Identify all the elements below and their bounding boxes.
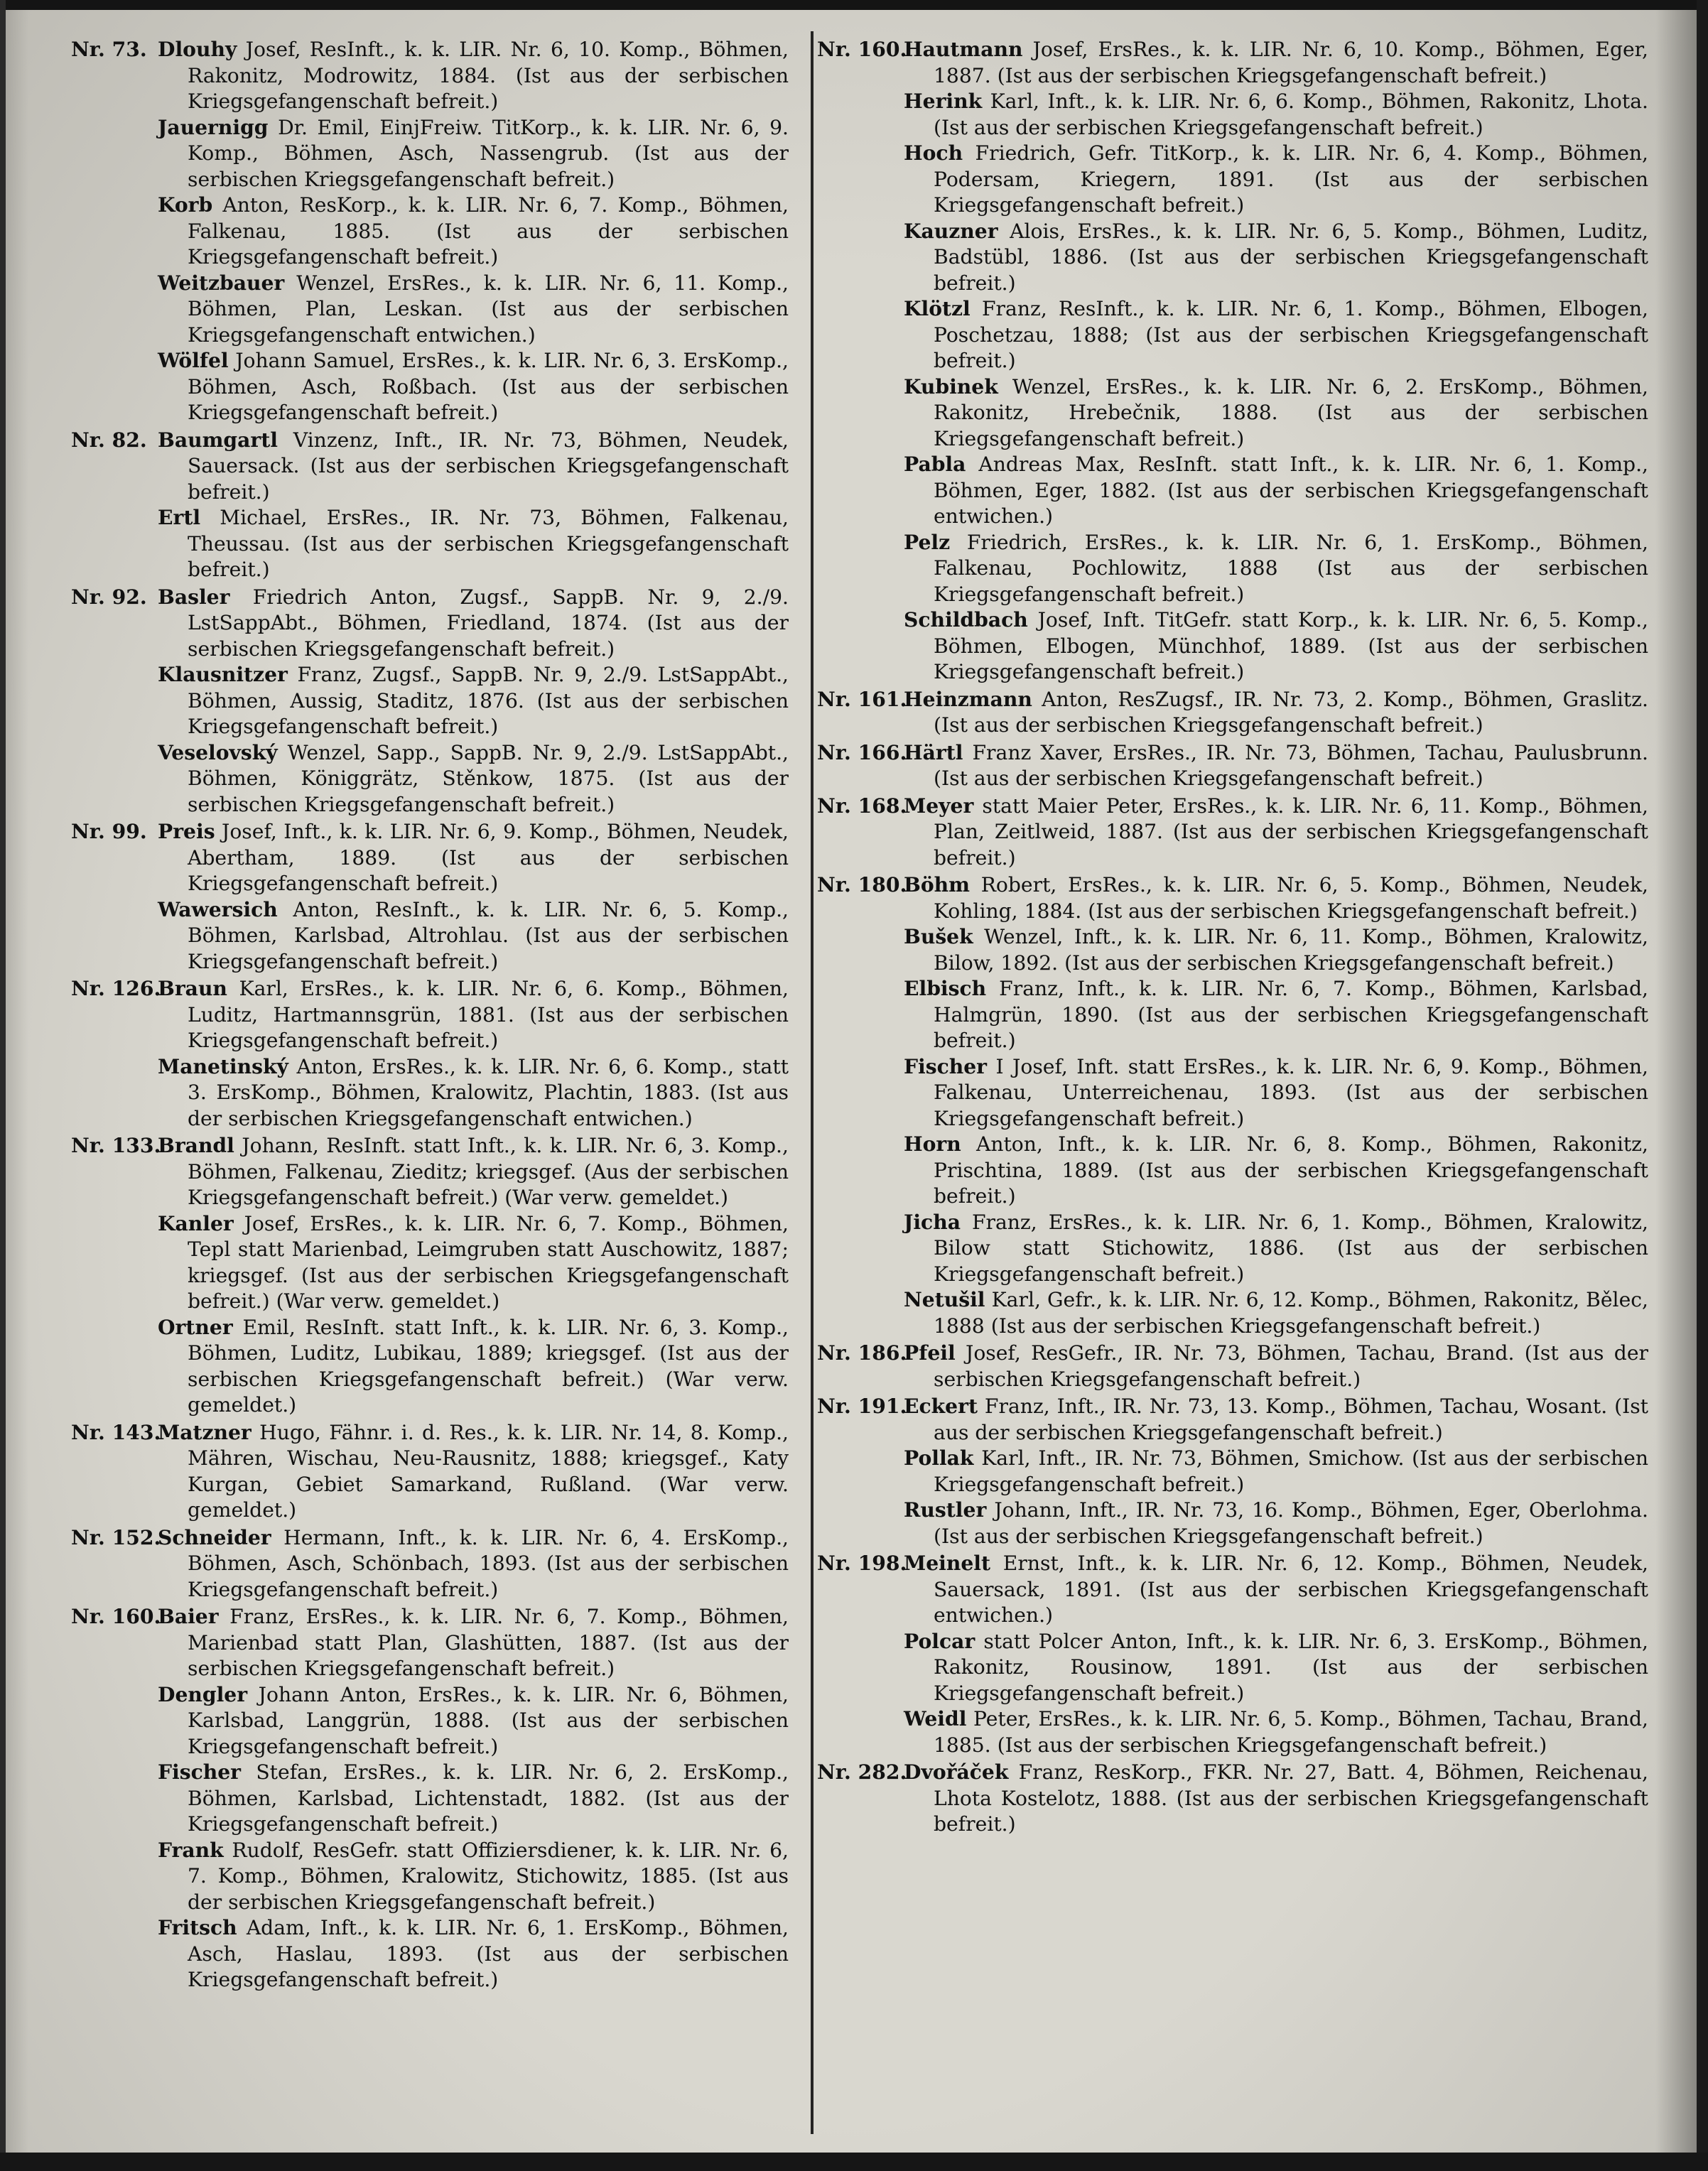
person-record [158, 1525, 789, 1603]
person-record [904, 1706, 1648, 1758]
person-record [158, 740, 789, 818]
casualty-entry [71, 585, 789, 818]
person-record [158, 348, 789, 426]
person-surname: Frank [158, 1838, 224, 1862]
casualty-entry [71, 819, 789, 975]
entry-number: Nr. 161. [817, 687, 907, 711]
casualty-entry [817, 794, 1648, 872]
person-surname: Klötzl [904, 297, 971, 320]
entry-number: Nr. 99. [71, 820, 147, 843]
person-details: Franz, Inft., k. k. LIR. Nr. 6, 7. Komp., Böhmen, Karlsbad, Halmgrün, 1890. (Ist aus der serbischen Kriegsgefangenschaft befreit.) [934, 977, 1648, 1052]
casualty-entry [817, 687, 1648, 739]
person-surname: Netušil [904, 1288, 985, 1311]
person-details: Karl, ErsRes., k. k. LIR. Nr. 6, 6. Komp., Böhmen, Luditz, Hartmannsgrün, 1881. (Ist aus der serbischen Kriegsgefangenschaft befreit.) [188, 977, 789, 1052]
person-record [904, 976, 1648, 1054]
person-record [904, 530, 1648, 608]
person-record [904, 924, 1648, 976]
person-surname: Baumgartl [158, 428, 278, 452]
person-record [158, 1915, 789, 1993]
person-record [904, 1132, 1648, 1210]
person-record [904, 687, 1648, 739]
person-record [158, 193, 789, 271]
person-details: Peter, ErsRes., k. k. LIR. Nr. 6, 5. Komp., Böhmen, Tachau, Brand, 1885. (Ist aus der serbischen Kriegsgefangenschaft befreit.) [934, 1707, 1648, 1757]
person-surname: Matzner [158, 1420, 252, 1444]
entry-number: Nr. 186. [817, 1341, 907, 1365]
person-surname: Weidl [904, 1707, 967, 1731]
person-details: Josef, Inft. TitGefr. statt Korp., k. k. LIR. Nr. 6, 5. Komp., Böhmen, Elbogen, Münchhof, 1889. (Ist aus der serbischen Kriegsgefangenschaft befreit.) [934, 608, 1648, 683]
person-surname: Kanler [158, 1211, 234, 1235]
person-details: Dr. Emil, EinjFreiw. TitKorp., k. k. LIR. Nr. 6, 9. Komp., Böhmen, Asch, Nassengrub. (Ist aus der serbischen Kriegsgefangenschaft befreit.) [188, 115, 789, 191]
person-details: Hermann, Inft., k. k. LIR. Nr. 6, 4. ErsKomp., Böhmen, Asch, Schönbach, 1893. (Ist aus der serbischen Kriegsgefangenschaft befreit.) [188, 1525, 789, 1601]
person-details: Wenzel, ErsRes., k. k. LIR. Nr. 6, 2. ErsKomp., Böhmen, Rakonitz, Hrebečnik, 1888. (Ist aus der serbischen Kriegsgefangenschaft befreit.) [934, 374, 1648, 450]
person-record [158, 976, 789, 1054]
person-details: Wenzel, Sapp., SappB. Nr. 9, 2./9. LstSappAbt., Böhmen, Königgrätz, Stěnkow, 1875. (Ist aus der serbischen Kriegsgefangenschaft befreit.) [188, 740, 789, 816]
person-surname: Horn [904, 1132, 961, 1156]
entry-number: Nr. 160. [71, 1605, 161, 1628]
person-details: Franz Xaver, ErsRes., IR. Nr. 73, Böhmen, Tachau, Paulusbrunn. (Ist aus der serbischen Kriegsgefangenschaft befreit.) [934, 740, 1648, 790]
person-surname: Pfeil [904, 1341, 956, 1365]
person-details: Josef, ErsRes., k. k. LIR. Nr. 6, 10. Komp., Böhmen, Eger, 1887. (Ist aus der serbischen Kriegsgefangenschaft befreit.) [934, 38, 1648, 87]
right-column [817, 37, 1648, 2154]
casualty-entry [71, 976, 789, 1132]
person-record [904, 1054, 1648, 1132]
person-details: Stefan, ErsRes., k. k. LIR. Nr. 6, 2. ErsKomp., Böhmen, Karlsbad, Lichtenstadt, 1882. (Ist aus der Kriegsgefangenschaft befreit.) [188, 1760, 789, 1836]
entry-number: Nr. 180. [817, 873, 907, 897]
person-record [158, 585, 789, 663]
person-record [158, 505, 789, 583]
entry-number: Nr. 191. [817, 1395, 907, 1418]
person-record [158, 271, 789, 349]
person-record [904, 141, 1648, 219]
casualty-entry [71, 37, 789, 426]
person-surname: Fritsch [158, 1916, 237, 1939]
person-surname: Baier [158, 1605, 219, 1628]
person-details: Franz, Zugsf., SappB. Nr. 9, 2./9. LstSappAbt., Böhmen, Aussig, Staditz, 1876. (Ist aus der serbischen Kriegsgefangenschaft befreit.) [188, 663, 789, 738]
person-details: Anton, ResZugsf., IR. Nr. 73, 2. Komp., Böhmen, Graslitz. (Ist aus der serbischen Kriegsgefangenschaft befreit.) [934, 687, 1648, 737]
casualty-entry [71, 1133, 789, 1419]
person-surname: Pollak [904, 1446, 974, 1470]
person-details: Robert, ErsRes., k. k. LIR. Nr. 6, 5. Komp., Böhmen, Neudek, Kohling, 1884. (Ist aus der serbischen Kriegsgefangenschaft befreit.) [934, 873, 1648, 923]
person-details: Friedrich, ErsRes., k. k. LIR. Nr. 6, 1. ErsKomp., Böhmen, Falkenau, Pochlowitz, 1888 (Ist aus der serbischen Kriegsgefangenschaft befreit.) [934, 530, 1648, 606]
person-surname: Dvořáček [904, 1760, 1009, 1784]
person-details: Friedrich, Gefr. TitKorp., k. k. LIR. Nr. 6, 4. Komp., Böhmen, Podersam, Kriegern, 1891. (Ist aus der serbischen Kriegsgefangenschaft befreit.) [934, 141, 1648, 217]
person-surname: Dlouhy [158, 38, 237, 61]
person-record [904, 1446, 1648, 1498]
scan-border-top [0, 0, 1708, 10]
entry-number: Nr. 168. [817, 794, 907, 818]
person-details: Anton, ResKorp., k. k. LIR. Nr. 6, 7. Komp., Böhmen, Falkenau, 1885. (Ist aus der serbischen Kriegsgefangenschaft befreit.) [188, 193, 789, 269]
person-record [158, 1315, 789, 1419]
person-details: Adam, Inft., k. k. LIR. Nr. 6, 1. ErsKomp., Böhmen, Asch, Haslau, 1893. (Ist aus der serbischen Kriegsgefangenschaft befreit.) [188, 1916, 789, 1991]
column-divider [811, 31, 814, 2134]
left-column [71, 37, 789, 2154]
person-surname: Herink [904, 90, 983, 113]
person-surname: Bušek [904, 925, 973, 948]
person-record [904, 740, 1648, 792]
scan-border-bottom [0, 2153, 1708, 2171]
person-details: Vinzenz, Inft., IR. Nr. 73, Böhmen, Neudek, Sauersack. (Ist aus der serbischen Kriegsgefangenschaft befreit.) [188, 428, 789, 504]
person-surname: Meinelt [904, 1552, 990, 1575]
person-record [904, 374, 1648, 453]
person-record [904, 1394, 1648, 1446]
person-record [158, 1054, 789, 1132]
person-surname: Kubinek [904, 374, 998, 399]
casualty-entry [71, 1604, 789, 1993]
person-record [158, 1682, 789, 1760]
casualty-entry [817, 1551, 1648, 1758]
entry-number: Nr. 160. [817, 38, 907, 61]
person-surname: Wölfel [158, 349, 229, 372]
casualty-entry [71, 1420, 789, 1524]
person-details: Franz, Inft., IR. Nr. 73, 13. Komp., Böhmen, Tachau, Wosant. (Ist aus der serbischen Kriegsgefangenschaft befreit.) [934, 1395, 1648, 1444]
entry-number: Nr. 133. [71, 1134, 161, 1157]
entry-number: Nr. 73. [71, 38, 147, 61]
person-details: Andreas Max, ResInft. statt Inft., k. k. LIR. Nr. 6, 1. Komp., Böhmen, Eger, 1882. (Ist aus der serbischen Kriegsgefangenschaft entwichen.) [934, 453, 1648, 528]
person-record [158, 428, 789, 506]
person-record [158, 897, 789, 975]
person-details: Johann, Inft., IR. Nr. 73, 16. Komp., Böhmen, Eger, Oberlohma. (Ist aus der serbischen Kriegsgefangenschaft befreit.) [934, 1498, 1648, 1548]
person-details: Karl, Inft., IR. Nr. 73, Böhmen, Smichow. (Ist aus der serbischen Kriegsgefangenschaft befreit.) [934, 1446, 1648, 1496]
person-details: Johann, ResInft. statt Inft., k. k. LIR. Nr. 6, 3. Komp., Böhmen, Falkenau, Zieditz; kriegsgef. (Aus der serbischen Kriegsgefangenschaft befreit.) (War verw. gemeldet.) [188, 1134, 789, 1209]
person-surname: Schneider [158, 1525, 271, 1549]
casualty-entry [817, 872, 1648, 1339]
person-record [158, 1760, 789, 1838]
person-surname: Elbisch [904, 977, 987, 1000]
person-details: statt Polcer Anton, Inft., k. k. LIR. Nr. 6, 3. ErsKomp., Böhmen, Rakonitz, Rousinow, 1891. (Ist aus der serbischen Kriegsgefangenschaft befreit.) [934, 1629, 1648, 1705]
person-surname: Manetinský [158, 1054, 288, 1078]
person-record [158, 819, 789, 897]
person-surname: Ertl [158, 506, 201, 529]
casualty-entry [817, 37, 1648, 686]
person-surname: Fischer [158, 1760, 242, 1784]
person-surname: Kauzner [904, 219, 998, 243]
person-surname: Schildbach [904, 608, 1028, 632]
person-record [158, 115, 789, 193]
person-record [158, 1420, 789, 1524]
person-surname: Basler [158, 585, 230, 609]
person-record [904, 219, 1648, 297]
entry-number: Nr. 143. [71, 1420, 161, 1444]
person-details: Wenzel, ErsRes., k. k. LIR. Nr. 6, 11. Komp., Böhmen, Plan, Leskan. (Ist aus der serbischen Kriegsgefangenschaft entwichen.) [188, 271, 789, 347]
entry-number: Nr. 126. [71, 977, 161, 1000]
person-surname: Dengler [158, 1682, 248, 1706]
person-record [904, 1629, 1648, 1707]
person-surname: Ortner [158, 1315, 233, 1339]
person-details: Rudolf, ResGefr. statt Offiziersdiener, k. k. LIR. Nr. 6, 7. Komp., Böhmen, Kralowitz, Stichowitz, 1885. (Ist aus der serbischen Kriegsgefangenschaft befreit.) [188, 1838, 789, 1914]
person-details: Anton, ResInft., k. k. LIR. Nr. 6, 5. Komp., Böhmen, Karlsbad, Altrohlau. (Ist aus der serbischen Kriegsgefangenschaft befreit.) [188, 897, 789, 973]
person-surname: Pelz [904, 530, 951, 554]
person-surname: Rustler [904, 1498, 987, 1522]
person-surname: Braun [158, 977, 227, 1000]
person-record [158, 1211, 789, 1315]
person-details: Anton, Inft., k. k. LIR. Nr. 6, 8. Komp., Böhmen, Rakonitz, Prischtina, 1889. (Ist aus der serbischen Kriegsgefangenschaft befreit.) [934, 1132, 1648, 1208]
person-record [158, 1604, 789, 1682]
person-details: statt Maier Peter, ErsRes., k. k. LIR. Nr. 6, 11. Komp., Böhmen, Plan, Zeitlweid, 1887. (Ist aus der serbischen Kriegsgefangenschaft befreit.) [934, 794, 1648, 870]
person-record [904, 872, 1648, 924]
casualty-entry [817, 740, 1648, 792]
person-details: I Josef, Inft. statt ErsRes., k. k. LIR. Nr. 6, 9. Komp., Böhmen, Falkenau, Unterreichenau, 1893. (Ist aus der serbischen Kriegsgefangenschaft befreit.) [934, 1054, 1648, 1130]
entry-number: Nr. 92. [71, 585, 147, 609]
person-details: Franz, ErsRes., k. k. LIR. Nr. 6, 1. Komp., Böhmen, Kralowitz, Bilow statt Stichowitz, 1886. (Ist aus der serbischen Kriegsgefangenschaft befreit.) [934, 1210, 1648, 1286]
casualty-entry [817, 1341, 1648, 1392]
entry-number: Nr. 198. [817, 1552, 907, 1575]
person-record [904, 1760, 1648, 1838]
person-details: Hugo, Fähnr. i. d. Res., k. k. LIR. Nr. 14, 8. Komp., Mähren, Wischau, Neu-Rausnitz, 1888; kriegsgef., Katy Kurgan, Gebiet Samarkand, Rußland. (War verw. gemeldet.) [188, 1420, 789, 1522]
person-record [904, 89, 1648, 141]
person-surname: Eckert [904, 1395, 978, 1418]
person-details: Josef, ResInft., k. k. LIR. Nr. 6, 10. Komp., Böhmen, Rakonitz, Modrowitz, 1884. (Ist aus der serbischen Kriegsgefangenschaft befreit.) [188, 38, 789, 113]
person-record [158, 662, 789, 740]
person-record [904, 1341, 1648, 1392]
person-record [158, 37, 789, 115]
casualty-entry [817, 1394, 1648, 1549]
person-details: Josef, ResGefr., IR. Nr. 73, Böhmen, Tachau, Brand. (Ist aus der serbischen Kriegsgefangenschaft befreit.) [934, 1341, 1648, 1391]
person-record [904, 296, 1648, 374]
person-details: Alois, ErsRes., k. k. LIR. Nr. 6, 5. Komp., Böhmen, Luditz, Badstübl, 1886. (Ist aus der serbischen Kriegsgefangenschaft befreit.) [934, 219, 1648, 295]
casualty-entry [817, 1760, 1648, 1838]
person-record [904, 1287, 1648, 1339]
entry-number: Nr. 82. [71, 428, 147, 452]
person-surname: Wawersich [158, 897, 278, 921]
person-details: Johann Samuel, ErsRes., k. k. LIR. Nr. 6, 3. ErsKomp., Böhmen, Asch, Roßbach. (Ist aus der serbischen Kriegsgefangenschaft befreit.) [188, 349, 789, 424]
scan-border-left [0, 0, 6, 2171]
person-surname: Weitzbauer [158, 271, 285, 295]
person-record [904, 1210, 1648, 1288]
entry-number: Nr. 166. [817, 740, 907, 764]
person-details: Franz, ErsRes., k. k. LIR. Nr. 6, 7. Komp., Böhmen, Marienbad statt Plan, Glashütten, 1887. (Ist aus der serbischen Kriegsgefangenschaft befreit.) [188, 1605, 789, 1680]
person-details: Karl, Gefr., k. k. LIR. Nr. 6, 12. Komp., Böhmen, Rakonitz, Bělec, 1888 (Ist aus der serbischen Kriegsgefangenschaft befreit.) [934, 1288, 1648, 1338]
person-details: Anton, ErsRes., k. k. LIR. Nr. 6, 6. Komp., statt 3. ErsKomp., Böhmen, Kralowitz, Plachtin, 1883. (Ist aus der serbischen Kriegsgefangenschaft entwichen.) [188, 1054, 789, 1130]
person-surname: Brandl [158, 1134, 234, 1157]
person-surname: Jauernigg [158, 115, 269, 139]
person-surname: Preis [158, 820, 215, 843]
person-surname: Fischer [904, 1054, 988, 1078]
entry-number: Nr. 152. [71, 1525, 161, 1549]
person-record [158, 1133, 789, 1211]
person-details: Josef, ErsRes., k. k. LIR. Nr. 6, 7. Komp., Böhmen, Tepl statt Marienbad, Leimgruben statt Auschowitz, 1887; kriegsgef. (Ist aus der serbischen Kriegsgefangenschaft befreit.) (War verw. gemeldet.) [188, 1211, 789, 1313]
person-record [904, 1551, 1648, 1629]
person-surname: Böhm [904, 873, 970, 897]
person-surname: Jicha [904, 1210, 961, 1234]
person-record [904, 794, 1648, 872]
person-surname: Pabla [904, 453, 966, 476]
person-record [904, 607, 1648, 686]
person-record [158, 1838, 789, 1916]
person-details: Ernst, Inft., k. k. LIR. Nr. 6, 12. Komp., Böhmen, Neudek, Sauersack, 1891. (Ist aus der serbischen Kriegsgefangenschaft entwichen.) [934, 1552, 1648, 1627]
person-details: Karl, Inft., k. k. LIR. Nr. 6, 6. Komp., Böhmen, Rakonitz, Lhota. (Ist aus der serbischen Kriegsgefangenschaft befreit.) [934, 90, 1648, 139]
person-surname: Klausnitzer [158, 663, 288, 686]
person-surname: Heinzmann [904, 687, 1032, 711]
person-record [904, 452, 1648, 530]
person-details: Friedrich Anton, Zugsf., SappB. Nr. 9, 2./9. LstSappAbt., Böhmen, Friedland, 1874. (Ist aus der serbischen Kriegsgefangenschaft befreit.) [188, 585, 789, 661]
casualty-entry [71, 428, 789, 583]
person-details: Franz, ResKorp., FKR. Nr. 27, Batt. 4, Böhmen, Reichenau, Lhota Kostelotz, 1888. (Ist aus der serbischen Kriegsgefangenschaft befreit.) [934, 1760, 1648, 1836]
person-details: Josef, Inft., k. k. LIR. Nr. 6, 9. Komp., Böhmen, Neudek, Abertham, 1889. (Ist aus der serbischen Kriegsgefangenschaft befreit.) [188, 820, 789, 895]
person-record [904, 37, 1648, 89]
person-surname: Veselovský [158, 740, 278, 764]
person-details: Wenzel, Inft., k. k. LIR. Nr. 6, 11. Komp., Böhmen, Kralowitz, Bilow, 1892. (Ist aus der serbischen Kriegsgefangenschaft befreit.) [934, 925, 1648, 975]
person-surname: Korb [158, 193, 213, 217]
person-surname: Polcar [904, 1629, 975, 1653]
person-details: Michael, ErsRes., IR. Nr. 73, Böhmen, Falkenau, Theussau. (Ist aus der serbischen Kriegsgefangenschaft befreit.) [188, 506, 789, 581]
person-surname: Hautmann [904, 38, 1023, 61]
person-details: Franz, ResInft., k. k. LIR. Nr. 6, 1. Komp., Böhmen, Elbogen, Poschetzau, 1888; (Ist aus der serbischen Kriegsgefangenschaft befreit.) [934, 297, 1648, 372]
casualty-entry [71, 1525, 789, 1603]
entry-number: Nr. 282. [817, 1760, 907, 1784]
person-record [904, 1498, 1648, 1549]
scan-border-right [1697, 0, 1708, 2171]
person-surname: Hoch [904, 141, 963, 165]
person-surname: Meyer [904, 794, 974, 818]
person-details: Emil, ResInft. statt Inft., k. k. LIR. Nr. 6, 3. Komp., Böhmen, Luditz, Lubikau, 1889; kriegsgef. (Ist aus der serbischen Kriegsgefangenschaft befreit.) (War verw. gemeldet.) [188, 1315, 789, 1417]
person-surname: Härtl [904, 740, 963, 764]
person-details: Johann Anton, ErsRes., k. k. LIR. Nr. 6, Böhmen, Karlsbad, Langgrün, 1888. (Ist aus der serbischen Kriegsgefangenschaft befreit.) [188, 1682, 789, 1758]
